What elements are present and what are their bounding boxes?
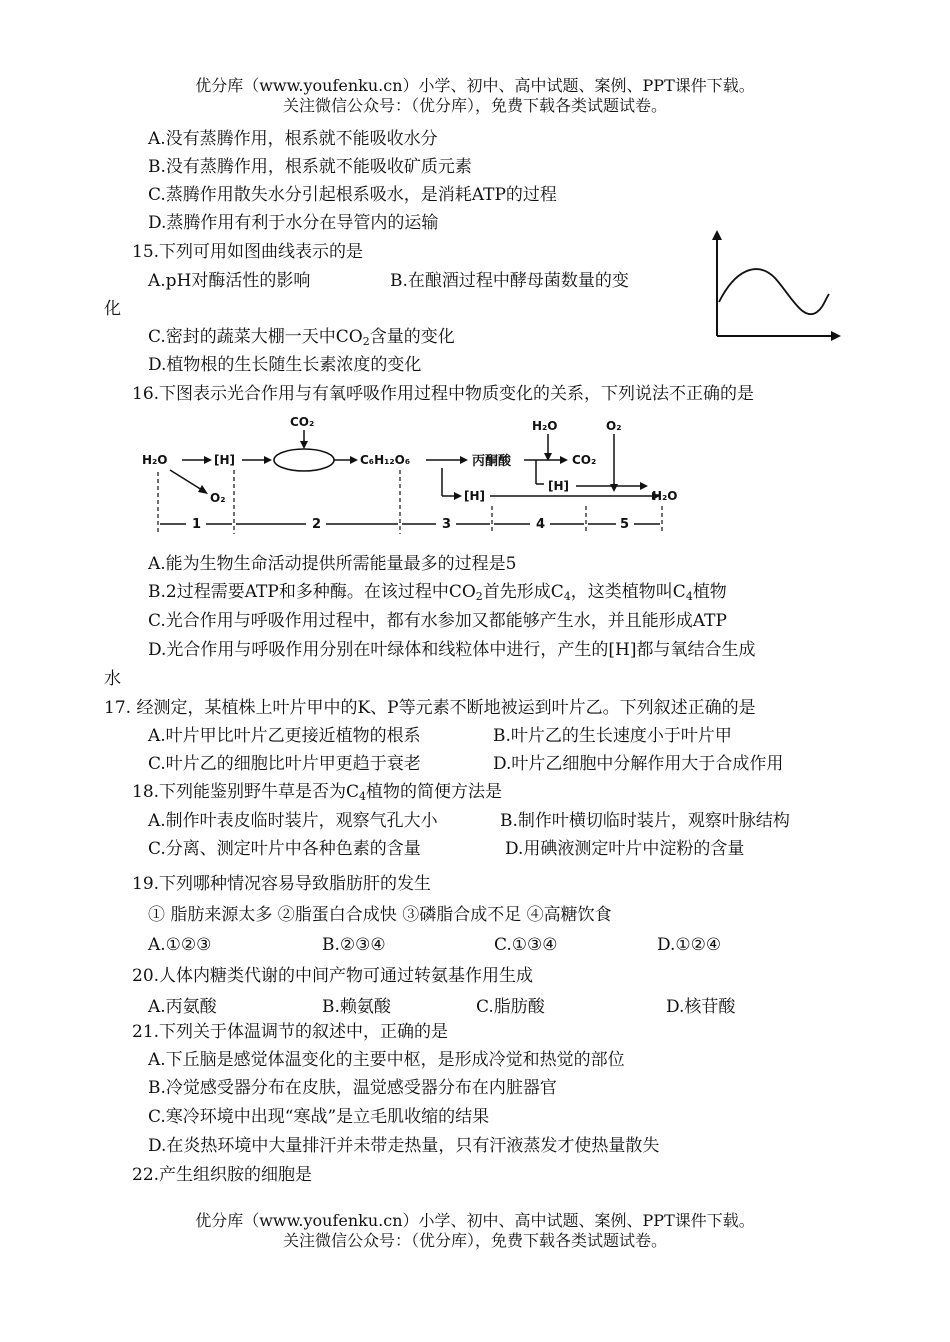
diagram-h-left: [H] (214, 453, 236, 467)
q20-option-a: A.丙氨酸 (148, 997, 217, 1017)
q15-option-d: D.植物根的生长随生长素浓度的变化 (148, 355, 422, 375)
diagram-h2o-right: H₂O (652, 489, 678, 503)
q19-option-d: D.①②④ (657, 935, 722, 955)
curve-line (719, 269, 829, 314)
q17-stem: 17. 经测定，某植株上叶片甲中的K、P等元素不断地被运到叶片乙。下列叙述正确的是 (104, 698, 756, 718)
q17-option-d: D.叶片乙细胞中分解作用大于合成作用 (493, 754, 784, 774)
q16-option-d: D.光合作用与呼吸作用分别在叶绿体和线粒体中进行，产生的[H]都与氧结合生成 (148, 640, 756, 660)
q16-process-diagram (130, 412, 720, 544)
q21-stem: 21.下列关于体温调节的叙述中，正确的是 (132, 1022, 449, 1042)
q17-option-c: C.叶片乙的细胞比叶片甲更趋于衰老 (148, 754, 421, 774)
q21-option-b: B.冷觉感受器分布在皮肤，温觉感受器分布在内脏器官 (148, 1078, 557, 1098)
y-axis-arrow-icon (712, 230, 722, 240)
header-line-1: 优分库（www.youfenku.cn）小学、初中、高中试题、案例、PPT课件下载。 (195, 76, 755, 95)
diagram-co2-right: CO₂ (572, 453, 597, 467)
q15-stem: 15.下列可用如图曲线表示的是 (132, 242, 364, 262)
diagram-h2o-left: H₂O (142, 453, 168, 467)
stage-2-label: 2 (312, 517, 322, 532)
q21-option-a: A.下丘脑是感觉体温变化的主要中枢，是形成冷觉和热觉的部位 (148, 1050, 625, 1070)
stage-3-label: 3 (442, 517, 452, 532)
q18-option-d: D.用碘液测定叶片中淀粉的含量 (505, 839, 745, 859)
q14-option-d: D.蒸腾作用有利于水分在导管内的运输 (148, 213, 439, 233)
q18-option-c: C.分离、测定叶片中各种色素的含量 (148, 839, 421, 859)
q15-option-b-continued: 化 (104, 299, 121, 319)
diagram-o2-top: O₂ (606, 419, 622, 433)
footer-line-2: 关注微信公众号：（优分库），免费下载各类试题试卷。 (282, 1231, 667, 1250)
footer-line-1: 优分库（www.youfenku.cn）小学、初中、高中试题、案例、PPT课件下载。 (195, 1211, 755, 1230)
q18-option-a: A.制作叶表皮临时装片，观察气孔大小 (148, 811, 438, 831)
q21-option-d: D.在炎热环境中大量排汗并未带走热量，只有汗液蒸发才使热量散失 (148, 1136, 660, 1156)
q18-option-b: B.制作叶横切临时装片，观察叶脉结构 (500, 811, 790, 831)
q16-stem: 16.下图表示光合作用与有氧呼吸作用过程中物质变化的关系，下列说法不正确的是 (132, 384, 755, 404)
q20-option-c: C.脂肪酸 (476, 997, 545, 1017)
q19-option-a: A.①②③ (148, 935, 212, 955)
q20-option-d: D.核苷酸 (666, 997, 736, 1017)
q15-option-b: B.在酿酒过程中酵母菌数量的变 (390, 271, 629, 291)
q15-curve-figure (705, 230, 845, 342)
stage-4-label: 4 (536, 517, 546, 532)
diagram-h-mid: [H] (548, 479, 570, 493)
q20-stem: 20.人体内糖类代谢的中间产物可通过转氨基作用生成 (132, 966, 534, 986)
q15-option-a: A.pH对酶活性的影响 (148, 271, 311, 291)
q17-option-a: A.叶片甲比叶片乙更接近植物的根系 (148, 726, 421, 746)
q21-option-c: C.寒冷环境中出现“寒战”是立毛肌收缩的结果 (148, 1107, 490, 1127)
diagram-glucose: C₆H₁₂O₆ (360, 453, 411, 467)
stage-1-label: 1 (192, 517, 202, 532)
q16-option-a: A.能为生物生命活动提供所需能量最多的过程是5 (148, 554, 517, 574)
x-axis-arrow-icon (831, 331, 841, 341)
q15-option-c: C.密封的蔬菜大棚一天中$CO_2$含量的变化 (148, 327, 455, 348)
q18-stem: 18.下列能鉴别野牛草是否为$C_4$植物的简便方法是 (132, 782, 503, 803)
q20-option-b: B.赖氨酸 (322, 997, 391, 1017)
q17-option-b: B.叶片乙的生长速度小于叶片甲 (493, 726, 732, 746)
diagram-co2-top: CO₂ (290, 415, 315, 429)
stage-5-label: 5 (620, 517, 630, 532)
q14-option-c: C.蒸腾作用散失水分引起根系吸水，是消耗ATP的过程 (148, 185, 557, 205)
diagram-pyruvate: 丙酮酸 (472, 454, 512, 469)
q19-option-b: B.②③④ (322, 935, 386, 955)
diagram-o2-left: O₂ (210, 491, 226, 505)
q19-stem: 19.下列哪种情况容易导致脂肪肝的发生 (132, 874, 432, 894)
q22-stem: 22.产生组织胺的细胞是 (132, 1165, 313, 1185)
header-line-2: 关注微信公众号：（优分库），免费下载各类试题试卷。 (282, 96, 667, 115)
diagram-h-low: [H] (464, 489, 486, 503)
q14-option-b: B.没有蒸腾作用，根系就不能吸收矿质元素 (148, 157, 472, 177)
q16-option-b: B.2过程需要ATP和多种酶。在该过程中$CO_2$首先形成$C_4$，这类植物叫$C_4$植物 (148, 582, 727, 603)
q19-option-c: C.①③④ (494, 935, 558, 955)
q16-option-d-continued: 水 (104, 669, 121, 689)
q16-option-c: C.光合作用与呼吸作用过程中，都有水参加又都能够产生水，并且能形成ATP (148, 611, 727, 631)
q19-items: ① 脂肪来源太多 ②脂蛋白合成快 ③磷脂合成不足 ④高糖饮食 (148, 905, 612, 925)
diagram-h2o-top: H₂O (532, 419, 558, 433)
q14-option-a: A.没有蒸腾作用，根系就不能吸收水分 (148, 129, 438, 149)
